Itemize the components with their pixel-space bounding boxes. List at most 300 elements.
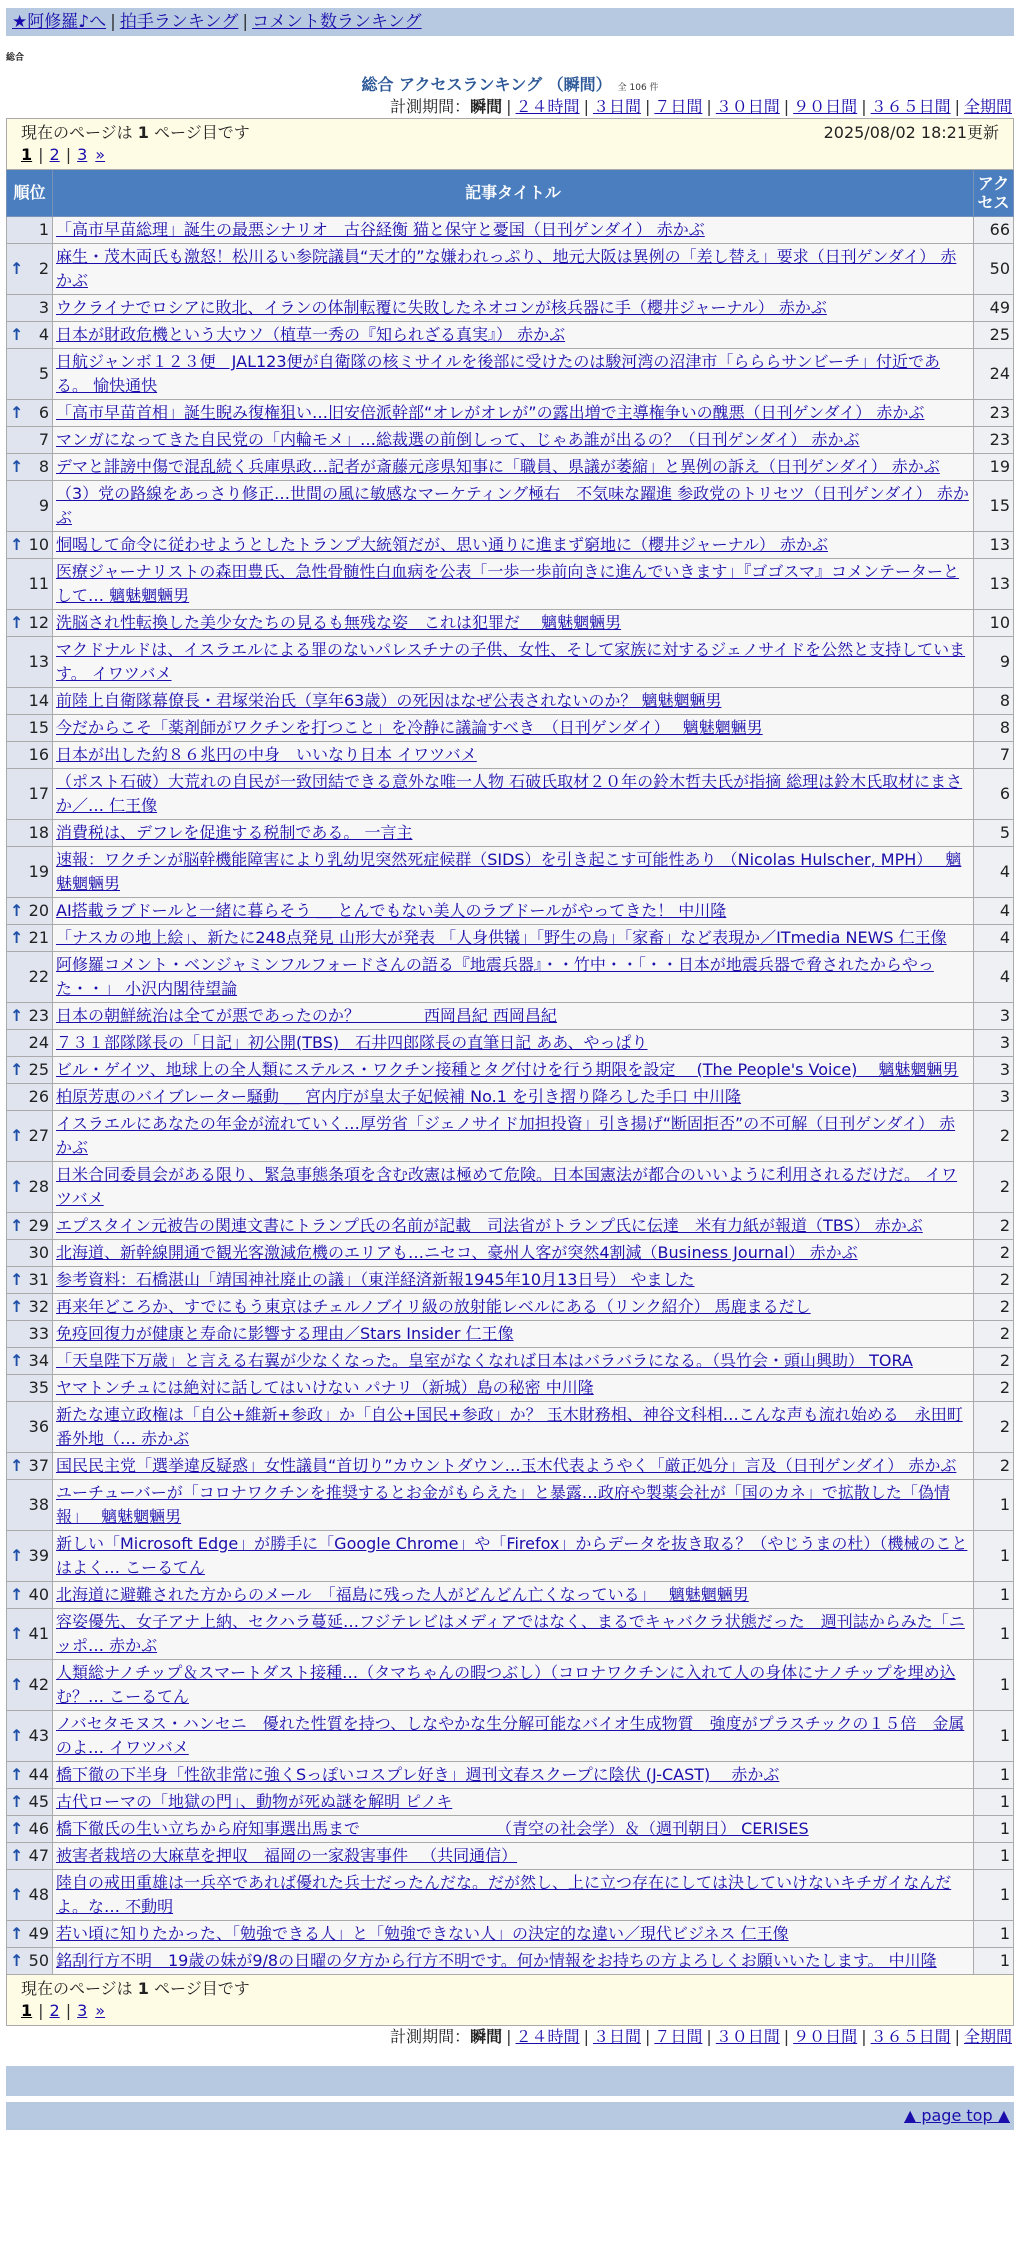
rank-up-arrow-icon: ↑ <box>10 1177 24 1196</box>
rank-up-arrow-icon: ↑ <box>10 1846 24 1865</box>
title-cell <box>53 532 974 559</box>
rank-cell <box>7 925 53 952</box>
updated-timestamp: 2025/08/02 18:21更新 <box>823 123 999 142</box>
rank-cell <box>7 715 53 742</box>
article-title-link[interactable]: マンガになってきた自民党の「内輪モメ」…総裁選の前倒しって、じゃあ誰が出るの？（日刊ゲンダイ） 赤かぶ <box>56 430 860 449</box>
nav-link-applause-ranking[interactable]: 拍手ランキング <box>119 12 239 32</box>
access-count: 4 <box>974 952 1014 1003</box>
article-title-link[interactable]: ビル・ゲイツ、地球上の全人類にステルス・ワクチン接種とタグ付けを行う期限を設定 (The People's Voice) 魑魅魍魎男 <box>56 1060 959 1079</box>
rank-cell <box>7 400 53 427</box>
article-title-link[interactable]: 容姿優先、女子アナ上納、セクハラ蔓延…フジテレビはメディアではなく、まるでキャバクラ状態だった 週刊誌からみた「ニッポ… 赤かぶ <box>56 1612 965 1655</box>
title-cell <box>53 400 974 427</box>
rank-number: 26 <box>28 1087 49 1106</box>
rank-number: 50 <box>28 1951 49 1970</box>
pager-next-link[interactable]: » <box>95 2001 106 2020</box>
pager-page-link[interactable]: 3 <box>77 145 88 164</box>
access-count: 8 <box>974 688 1014 715</box>
access-count: 2 <box>974 1453 1014 1480</box>
title-cell <box>53 1789 974 1816</box>
rank-number: 1 <box>38 220 49 239</box>
table-row <box>7 559 1014 610</box>
access-count: 13 <box>974 559 1014 610</box>
rank-number: 7 <box>38 430 49 449</box>
title-cell <box>53 1816 974 1843</box>
rank-number: 24 <box>28 1033 49 1052</box>
rank-number: 22 <box>28 967 49 986</box>
current-page-text: 現在のページは 1 ページ目です <box>21 1979 250 1998</box>
article-title-link[interactable]: ７３１部隊隊長の「日記」初公開(TBS) 石井四郎隊長の直筆日記 ああ、やっぱり <box>56 1033 648 1052</box>
table-row <box>7 1948 1014 1975</box>
title-cell <box>53 1531 974 1582</box>
period-option[interactable]: 全期間 <box>963 97 1012 116</box>
rank-up-arrow-icon: ↑ <box>10 1765 24 1784</box>
rank-up-arrow-icon: ↑ <box>10 1726 24 1745</box>
period-selector-bottom <box>6 2026 1014 2048</box>
rank-up-arrow-icon: ↑ <box>10 259 24 278</box>
article-title-link[interactable]: ウクライナでロシアに敗北、イランの体制転覆に失敗したネオコンが核兵器に手（櫻井ジャーナル） 赤かぶ <box>56 298 827 317</box>
page-wrapper <box>6 8 1014 2130</box>
rank-cell <box>7 952 53 1003</box>
rank-cell <box>7 820 53 847</box>
rank-cell <box>7 1480 53 1531</box>
access-count: 3 <box>974 1057 1014 1084</box>
period-option[interactable]: ９０日間 <box>793 97 858 116</box>
rank-cell <box>7 1582 53 1609</box>
rank-up-arrow-icon: ↑ <box>10 1819 24 1838</box>
pager-page-link[interactable]: 3 <box>77 2001 88 2020</box>
article-title-link[interactable]: 日米合同委員会がある限り、緊急事態条項を含む改憲は極めて危険。日本国憲法が都合のいいように利用されるだけだ。 イワツバメ <box>56 1165 958 1208</box>
access-count: 1 <box>974 1948 1014 1975</box>
pager-top <box>21 144 999 166</box>
access-count: 8 <box>974 715 1014 742</box>
table-row <box>7 1030 1014 1057</box>
rank-number: 14 <box>28 691 49 710</box>
table-row <box>7 1321 1014 1348</box>
rank-number: 6 <box>38 403 49 422</box>
article-title-link[interactable]: 今だからこそ「薬剤師がワクチンを打つこと」を冷静に議論すべき （日刊ゲンダイ） 魑魅魍魎男 <box>56 718 763 737</box>
table-row <box>7 1111 1014 1162</box>
title-cell <box>53 1948 974 1975</box>
rank-number: 46 <box>28 1819 49 1838</box>
rank-cell <box>7 1531 53 1582</box>
rank-up-arrow-icon: ↑ <box>10 1216 24 1235</box>
access-count: 2 <box>974 1348 1014 1375</box>
title-cell <box>53 244 974 295</box>
article-title-link[interactable]: 消費税は、デフレを促進する税制である。 一言主 <box>56 823 413 842</box>
article-title-link[interactable]: イスラエルにあなたの年金が流れていく…厚労省「ジェノサイド加担投資」引き揚げ“断固拒否”の不可解（日刊ゲンダイ） 赤かぶ <box>56 1114 956 1157</box>
access-count: 24 <box>974 349 1014 400</box>
title-cell <box>53 322 974 349</box>
nav-link-asyura[interactable]: ★阿修羅♪へ <box>12 12 107 32</box>
article-title-link[interactable]: 北海道に避難された方からのメール 「福島に残った人がどんどん亡くなっている」 魑魅魍魎男 <box>56 1585 749 1604</box>
access-count: 2 <box>974 1402 1014 1453</box>
rank-cell <box>7 1030 53 1057</box>
period-separator: | <box>506 97 512 116</box>
rank-number: 44 <box>28 1765 49 1784</box>
article-title-link[interactable]: 陸自の戒田重雄は一兵卒であれば優れた兵士だったんだな。だが然し、上に立つ存在にしては決していけないキチガイなんだよ。な… 不動明 <box>56 1873 952 1916</box>
pager-current-page[interactable]: 1 <box>21 145 33 164</box>
period-current: 瞬間 <box>470 97 503 116</box>
period-option[interactable]: ３０日間 <box>715 2027 780 2046</box>
rank-number: 38 <box>28 1495 49 1514</box>
rank-number: 3 <box>38 298 49 317</box>
table-row <box>7 1348 1014 1375</box>
rank-up-arrow-icon: ↑ <box>10 1546 24 1565</box>
period-separator: | <box>506 2027 512 2046</box>
article-title-link[interactable]: 柏原芳恵のバイブレーター騒動 ＿ 宮内庁が皇太子妃候補 No.1 を引き摺り降ろした手口 中川隆 <box>56 1087 742 1106</box>
article-title-link[interactable]: （3）党の路線をあっさり修正…世間の風に敏感なマーケティング極右 不気味な躍進 参政党のトリセツ（日刊ゲンダイ） 赤かぶ <box>56 484 969 527</box>
access-count: 1 <box>974 1480 1014 1531</box>
article-title-link[interactable]: 再来年どころか、すでにもう東京はチェルノブイリ級の放射能レベルにある（リンク紹介） 馬鹿まるだし <box>56 1297 811 1316</box>
article-title-link[interactable]: 人類総ナノチップ＆スマートダスト接種…（タマちゃんの暇つぶし）（コロナワクチンに入れて人の身体にナノチップを埋め込む？… こーるてん <box>56 1663 956 1706</box>
article-title-link[interactable]: 阿修羅コメント・ベンジャミンフルフォードさんの語る『地震兵器』・・竹中・・「・・日本が地震兵器で脅されたからやった・・」 小沢内閣待望論 <box>56 955 934 998</box>
rank-up-arrow-icon: ↑ <box>10 1060 24 1079</box>
article-title-link[interactable]: 国民民主党「選挙違反疑惑」女性議員“首切り”カウントダウン…玉木代表ようやく「厳正処分」言及（日刊ゲンダイ） 赤かぶ <box>56 1456 957 1475</box>
pager-page-link[interactable]: 2 <box>49 2001 60 2020</box>
article-title-link[interactable]: 被害者栽培の大麻草を押収 福岡の一家殺害事件 （共同通信） <box>56 1846 518 1865</box>
title-cell <box>53 1003 974 1030</box>
title-cell <box>53 1111 974 1162</box>
article-title-link[interactable]: エプスタイン元被告の関連文書にトランプ氏の名前が記載 司法省がトランプ氏に伝達 米有力紙が報道（TBS） 赤かぶ <box>56 1216 923 1235</box>
rank-number: 43 <box>28 1726 49 1745</box>
rank-cell <box>7 1843 53 1870</box>
table-row <box>7 847 1014 898</box>
rank-cell <box>7 349 53 400</box>
period-option[interactable]: ２４時間 <box>515 97 580 116</box>
rank-cell <box>7 637 53 688</box>
article-title-link[interactable]: 日航ジャンボ１２３便 JAL123便が自衛隊の核ミサイルを後部に受けたのは駿河湾の沼津市「らららサンビーチ」付近である。 愉快通快 <box>56 352 940 395</box>
title-cell <box>53 1348 974 1375</box>
rank-number: 36 <box>28 1417 49 1436</box>
access-count: 1 <box>974 1609 1014 1660</box>
period-separator: | <box>954 2027 960 2046</box>
article-title-link[interactable]: 免疫回復力が健康と寿命に影響する理由／Stars Insider 仁王像 <box>56 1324 514 1343</box>
title-cell <box>53 952 974 1003</box>
rank-number: 27 <box>28 1126 49 1145</box>
title-cell <box>53 454 974 481</box>
period-option[interactable]: ９０日間 <box>793 2027 858 2046</box>
rank-cell <box>7 610 53 637</box>
rank-up-arrow-icon: ↑ <box>10 928 24 947</box>
article-title-link[interactable]: 銘刮行方不明 19歳の妹が9/8の日曜の夕方から行方不明です。何か情報をお持ちの方よろしくお願いいたします。 中川隆 <box>56 1951 937 1970</box>
rank-cell <box>7 244 53 295</box>
pager-next-link[interactable]: » <box>95 145 106 164</box>
article-title-link[interactable]: ノバセタモヌス・ハンセニ 優れた性質を持つ、しなやかな生分解可能なバイオ生成物質 強度がプラスチックの１５倍 金属のよ… イワツバメ <box>56 1714 965 1757</box>
article-title-link[interactable]: 洗脳され性転換した美少女たちの見るも無残な姿 これは犯罪だ 魑魅魍魎男 <box>56 613 622 632</box>
title-cell <box>53 742 974 769</box>
nav-separator: | <box>242 12 249 32</box>
article-title-link[interactable]: 橋下徹の下半身「性欲非常に強くSっぽいコスプレ好き」週刊文春スクープに陰伏 (J-CAST) 赤かぶ <box>56 1765 780 1784</box>
period-option[interactable]: ３０日間 <box>715 97 780 116</box>
rank-cell <box>7 1762 53 1789</box>
rank-number: 41 <box>28 1624 49 1643</box>
ranking-title: 総合 アクセスランキング （瞬間） <box>361 75 612 94</box>
article-title-link[interactable]: ヤマトンチュには絶対に話してはいけない パナリ（新城）島の秘密 中川隆 <box>56 1378 594 1397</box>
rank-cell <box>7 1609 53 1660</box>
access-count: 23 <box>974 427 1014 454</box>
table-row <box>7 400 1014 427</box>
table-row <box>7 952 1014 1003</box>
title-cell <box>53 1762 974 1789</box>
article-title-link[interactable]: 医療ジャーナリストの森田豊氏、急性骨髄性白血病を公表「一歩一歩前向きに進んでいきます」『ゴゴスマ』コメンテーターとして… 魑魅魍魎男 <box>56 562 960 605</box>
period-option[interactable]: ２４時間 <box>515 2027 580 2046</box>
table-row <box>7 1582 1014 1609</box>
rank-number: 30 <box>28 1243 49 1262</box>
rank-number: 35 <box>28 1378 49 1397</box>
rank-cell <box>7 1294 53 1321</box>
article-title-link[interactable]: 新たな連立政権は「自公+維新+参政」か「自公+国民+参政」か？ 玉木財務相、神谷文科相…こんな声も流れ始める 永田町番外地（… 赤かぶ <box>56 1405 963 1448</box>
rank-cell <box>7 1162 53 1213</box>
article-title-link[interactable]: デマと誹謗中傷で混乱続く兵庫県政…記者が斎藤元彦県知事に「職員、県議が萎縮」と異例の訴え（日刊ゲンダイ） 赤かぶ <box>56 457 940 476</box>
rank-number: 21 <box>28 928 49 947</box>
access-count: 3 <box>974 1030 1014 1057</box>
rank-cell <box>7 769 53 820</box>
page-top-bar <box>6 2102 1014 2130</box>
rank-up-arrow-icon: ↑ <box>10 457 24 476</box>
title-cell <box>53 1375 974 1402</box>
period-separator: | <box>644 97 651 116</box>
rank-up-arrow-icon: ↑ <box>10 1924 24 1943</box>
rank-cell <box>7 1084 53 1111</box>
table-row <box>7 1003 1014 1030</box>
article-title-link[interactable]: 麻生・茂木両氏も激怒！松川るい参院議員“天才的”な嫌われっぷり、地元大阪は異例の「差し替え」要求（日刊ゲンダイ） 赤かぶ <box>56 247 957 290</box>
title-cell <box>53 427 974 454</box>
article-title-link[interactable]: マクドナルドは、イスラエルによる罪のないパレスチナの子供、女性、そして家族に対するジェノサイドを公然と支持しています。 イワツバメ <box>56 640 966 683</box>
pager-current-page[interactable]: 1 <box>21 2001 33 2020</box>
table-row <box>7 1240 1014 1267</box>
access-count: 2 <box>974 1240 1014 1267</box>
rank-cell <box>7 742 53 769</box>
access-count: 2 <box>974 1294 1014 1321</box>
rank-number: 48 <box>28 1885 49 1904</box>
table-row <box>7 349 1014 400</box>
title-cell <box>53 637 974 688</box>
page-title <box>6 74 1014 96</box>
table-row <box>7 769 1014 820</box>
period-option[interactable]: ３６５日間 <box>870 97 951 116</box>
rank-cell <box>7 1213 53 1240</box>
table-row <box>7 925 1014 952</box>
rank-cell <box>7 1267 53 1294</box>
article-title-link[interactable]: 北海道、新幹線開通で観光客激減危機のエリアも…ニセコ、豪州人客が突然4割減（Business Journal） 赤かぶ <box>56 1243 858 1262</box>
rank-number: 19 <box>28 862 49 881</box>
article-title-link[interactable]: 前陸上自衛隊幕僚長・君塚栄治氏（享年63歳）の死因はなぜ公表されないのか？ 魑魅魍魎男 <box>56 691 722 710</box>
access-count: 2 <box>974 1375 1014 1402</box>
rank-cell <box>7 322 53 349</box>
period-option[interactable]: ３日間 <box>592 97 641 116</box>
access-count: 23 <box>974 400 1014 427</box>
rank-cell <box>7 688 53 715</box>
access-count: 15 <box>974 481 1014 532</box>
table-row <box>7 715 1014 742</box>
title-cell <box>53 1582 974 1609</box>
table-row <box>7 217 1014 244</box>
access-count: 2 <box>974 1162 1014 1213</box>
period-separator: | <box>706 2027 712 2046</box>
period-option[interactable]: 全期間 <box>963 2027 1012 2046</box>
table-row <box>7 1453 1014 1480</box>
rank-number: 17 <box>28 784 49 803</box>
title-cell <box>53 481 974 532</box>
period-current: 瞬間 <box>470 2027 503 2046</box>
table-row <box>7 1921 1014 1948</box>
access-count: 4 <box>974 925 1014 952</box>
title-cell <box>53 1453 974 1480</box>
rank-number: 32 <box>28 1297 49 1316</box>
ranking-rows <box>7 217 1014 1975</box>
access-count: 1 <box>974 1921 1014 1948</box>
rank-up-arrow-icon: ↑ <box>10 1624 24 1643</box>
rank-number: 25 <box>28 1060 49 1079</box>
pager-separator: | <box>65 2001 72 2020</box>
title-cell <box>53 295 974 322</box>
period-option[interactable]: ７日間 <box>654 2027 703 2046</box>
pager-separator: | <box>38 2001 44 2020</box>
article-title-link[interactable]: 日本の朝鮮統治は全てが悪であったのか？ 西岡昌紀 西岡昌紀 <box>56 1006 557 1025</box>
rank-number: 42 <box>28 1675 49 1694</box>
access-count: 5 <box>974 820 1014 847</box>
rank-number: 34 <box>28 1351 49 1370</box>
table-row <box>7 1816 1014 1843</box>
rank-number: 29 <box>28 1216 49 1235</box>
rank-cell <box>7 427 53 454</box>
period-separator: | <box>861 97 867 116</box>
rank-number: 18 <box>28 823 49 842</box>
article-title-link[interactable]: ユーチューバーが「コロナワクチンを推奨するとお金がもらえた」と暴露…政府や製薬会社が「国のカネ」で拡散した「偽情報」 魑魅魍魎男 <box>56 1483 950 1526</box>
access-count: 6 <box>974 769 1014 820</box>
title-cell <box>53 1402 974 1453</box>
rank-cell <box>7 1816 53 1843</box>
period-separator: | <box>861 2027 867 2046</box>
pager-page-link[interactable]: 2 <box>49 145 60 164</box>
rank-cell <box>7 1402 53 1453</box>
rank-cell <box>7 1453 53 1480</box>
article-title-link[interactable]: AI搭載ラブドールと一緒に暮らそう ＿ とんでもない美人のラブドールがやってきた！ 中川隆 <box>56 901 727 920</box>
period-option[interactable]: ３日間 <box>592 2027 641 2046</box>
rank-up-arrow-icon: ↑ <box>10 613 24 632</box>
article-title-link[interactable]: 橋下徹氏の生い立ちから府知事選出馬まで （青空の社会学）＆（週刊朝日） CERISES <box>56 1819 809 1838</box>
period-option[interactable]: ３６５日間 <box>870 2027 951 2046</box>
access-count: 25 <box>974 322 1014 349</box>
page-info-box <box>7 119 1014 170</box>
rank-number: 16 <box>28 745 49 764</box>
rank-up-arrow-icon: ↑ <box>10 1792 24 1811</box>
article-title-link[interactable]: 参考資料：石橋湛山「靖国神社廃止の議」（東洋経済新報1945年10月13日号） やました <box>56 1270 695 1289</box>
nav-link-comment-ranking[interactable]: コメント数ランキング <box>252 12 422 32</box>
rank-up-arrow-icon: ↑ <box>10 1585 24 1604</box>
rank-cell <box>7 295 53 322</box>
title-cell <box>53 1057 974 1084</box>
rank-number: 33 <box>28 1324 49 1343</box>
article-title-link[interactable]: 速報：ワクチンが脳幹機能障害により乳幼児突然死症候群（SIDS）を引き起こす可能性あり （Nicolas Hulscher, MPH） 魑魅魍魎男 <box>56 850 962 893</box>
access-count: 7 <box>974 742 1014 769</box>
column-header-rank: 順位 <box>7 170 53 217</box>
rank-up-arrow-icon: ↑ <box>10 403 24 422</box>
bottom-bar <box>6 2066 1014 2096</box>
rank-number: 49 <box>28 1924 49 1943</box>
period-selector-top <box>6 96 1014 118</box>
table-row <box>7 532 1014 559</box>
title-cell <box>53 1711 974 1762</box>
article-title-link[interactable]: 「高市早苗首相」誕生睨み復権狙い…旧安倍派幹部“オレがオレが”の露出増で主導権争いの醜悪（日刊ゲンダイ） 赤かぶ <box>56 403 925 422</box>
rank-up-arrow-icon: ↑ <box>10 1270 24 1289</box>
title-cell <box>53 349 974 400</box>
table-row <box>7 1531 1014 1582</box>
table-row <box>7 454 1014 481</box>
rank-cell <box>7 1948 53 1975</box>
article-title-link[interactable]: 新しい「Microsoft Edge」が勝手に「Google Chrome」や「Firefox」からデータを抜き取る？（やじうまの杜）（機械のことはよく… こーるてん <box>56 1534 968 1577</box>
table-row <box>7 1084 1014 1111</box>
rank-up-arrow-icon: ↑ <box>10 1456 24 1475</box>
table-row <box>7 427 1014 454</box>
rank-number: 11 <box>28 574 49 593</box>
article-title-link[interactable]: （ポスト石破）大荒れの自民が一致団結できる意外な唯一人物 石破氏取材２０年の鈴木哲夫氏が指摘 総理は鈴木氏取材にまさか／… 仁王像 <box>56 772 963 815</box>
column-header-access: アクセス <box>974 170 1014 217</box>
access-count: 1 <box>974 1843 1014 1870</box>
rank-cell <box>7 1111 53 1162</box>
title-cell <box>53 1921 974 1948</box>
article-title-link[interactable]: 若い頃に知りたかった、「勉強できる人」と「勉強できない人」の決定的な違い／現代ビジネス 仁王像 <box>56 1924 789 1943</box>
access-count: 4 <box>974 847 1014 898</box>
article-title-link[interactable]: 「高市早苗総理」誕生の最悪シナリオ 古谷経衡 猫と保守と憂国（日刊ゲンダイ） 赤かぶ <box>56 220 705 239</box>
rank-number: 15 <box>28 718 49 737</box>
table-row <box>7 1762 1014 1789</box>
rank-number: 23 <box>28 1006 49 1025</box>
article-title-link[interactable]: 「天皇陛下万歳」と言える右翼が少なくなった。皇室がなくなれば日本はバラバラになる。（呉竹会・頭山興助） TORA <box>56 1351 913 1370</box>
period-option[interactable]: ７日間 <box>654 97 703 116</box>
table-row <box>7 1660 1014 1711</box>
article-title-link[interactable]: 古代ローマの「地獄の門」、動物が死ぬ謎を解明 ピノキ <box>56 1792 453 1811</box>
rank-up-arrow-icon: ↑ <box>10 325 24 344</box>
rank-number: 8 <box>38 457 49 476</box>
table-row <box>7 1057 1014 1084</box>
article-title-link[interactable]: 日本が出した約８６兆円の中身 いいなり日本 イワツバメ <box>56 745 477 764</box>
rank-cell <box>7 1003 53 1030</box>
period-separator: | <box>644 2027 651 2046</box>
title-cell <box>53 1240 974 1267</box>
rank-cell <box>7 1057 53 1084</box>
rank-number: 13 <box>28 652 49 671</box>
title-cell <box>53 898 974 925</box>
rank-number: 5 <box>38 364 49 383</box>
access-count: 9 <box>974 637 1014 688</box>
article-title-link[interactable]: 「ナスカの地上絵」、新たに248点発見 山形大が発表 「人身供犠」「野生の鳥」「家畜」など表現か／ITmedia NEWS 仁王像 <box>56 928 947 947</box>
table-row <box>7 742 1014 769</box>
article-title-link[interactable]: 日本が財政危機という大ウソ（植草一秀の『知られざる真実』） 赤かぶ <box>56 325 566 344</box>
rank-cell <box>7 481 53 532</box>
top-nav-bar <box>6 8 1014 36</box>
title-cell <box>53 1843 974 1870</box>
rank-up-arrow-icon: ↑ <box>10 535 24 554</box>
access-count: 2 <box>974 1111 1014 1162</box>
access-count: 1 <box>974 1762 1014 1789</box>
total-count: 全 106 件 <box>617 83 659 93</box>
page-top-link[interactable]: ▲ page top ▲ <box>903 2106 1010 2125</box>
table-row <box>7 898 1014 925</box>
title-cell <box>53 1609 974 1660</box>
rank-number: 47 <box>28 1846 49 1865</box>
article-title-link[interactable]: 恫喝して命令に従わせようとしたトランプ大統領だが、思い通りに進まず窮地に（櫻井ジャーナル） 赤かぶ <box>56 535 828 554</box>
table-row <box>7 1843 1014 1870</box>
title-cell <box>53 1084 974 1111</box>
table-row <box>7 1609 1014 1660</box>
rank-cell <box>7 1375 53 1402</box>
title-cell <box>53 559 974 610</box>
period-separator: | <box>706 97 712 116</box>
rank-number: 9 <box>38 496 49 515</box>
title-cell <box>53 1321 974 1348</box>
table-row <box>7 1402 1014 1453</box>
